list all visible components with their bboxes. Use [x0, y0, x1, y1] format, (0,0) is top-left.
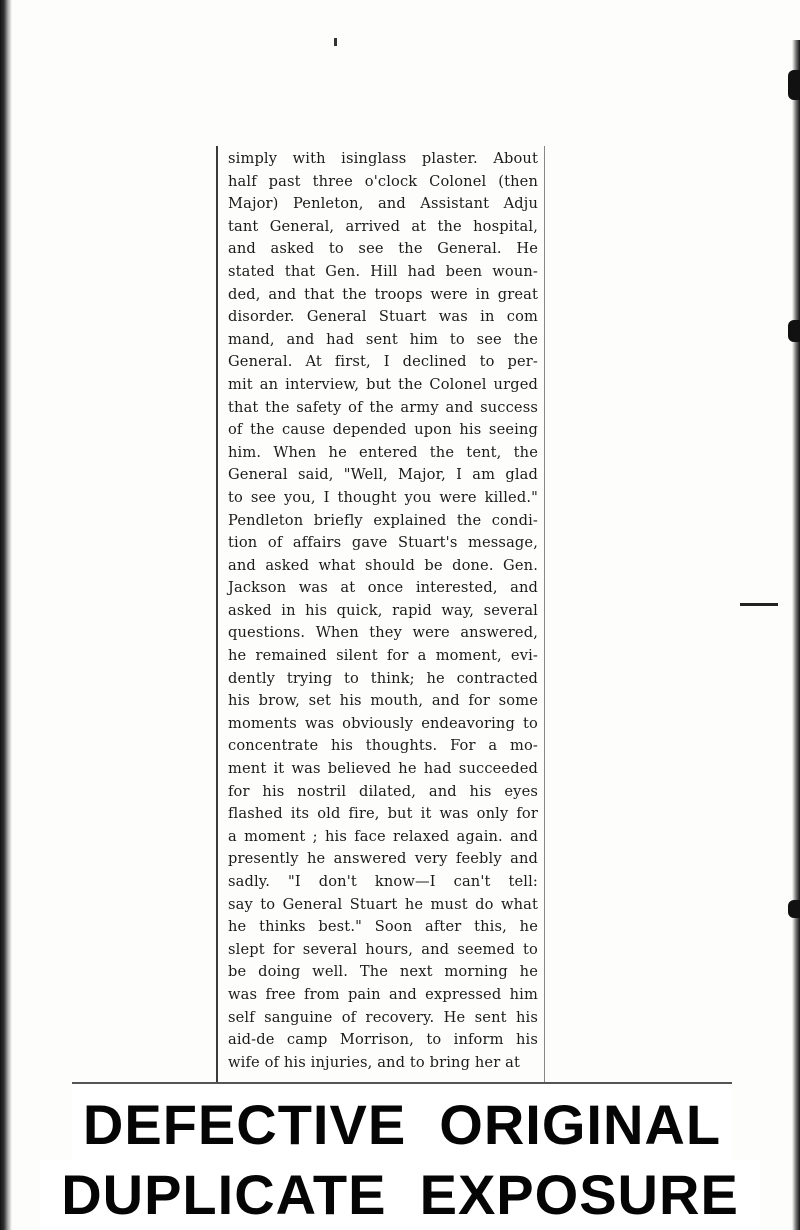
article-line: tant General, arrived at the hospital, — [228, 217, 538, 235]
article-line: wife of his injuries, and to bring her at — [228, 1053, 520, 1071]
article-line: say to General Stuart he must do what — [228, 895, 538, 913]
article-line: him. When he entered the tent, the — [228, 443, 538, 461]
article-line: stated that Gen. Hill had been woun- — [228, 262, 538, 280]
film-edge-mark — [788, 70, 800, 100]
article-line: disorder. General Stuart was in com — [228, 308, 538, 326]
article-line: mand, and had sent him to see the — [228, 330, 538, 348]
article-line: aid-de camp Morrison, to inform his — [228, 1031, 538, 1049]
article-line: General. At first, I declined to per- — [228, 353, 538, 371]
article-line: Major) Penleton, and Assistant Adju — [228, 195, 538, 213]
article-line: General said, "Well, Major, I am glad — [228, 466, 538, 484]
article-line: tion of affairs gave Stuart's message, — [228, 534, 538, 552]
notice-line-2: DUPLICATE EXPOSURE — [61, 1163, 739, 1226]
article-line: slept for several hours, and seemed to — [228, 940, 538, 958]
article-line: dently trying to think; he contracted — [228, 669, 538, 687]
article-line: simply with isinglass plaster. About — [228, 150, 538, 167]
duplicate-exposure-notice — [40, 1160, 760, 1230]
article-line: flashed its old fire, but it was only for — [228, 805, 538, 823]
article-line: and asked what should be done. Gen. — [228, 556, 538, 574]
article-line: ment it was believed he had succeeded — [228, 760, 538, 778]
article-line: Jackson was at once interested, and — [228, 579, 538, 597]
article-line: asked in his quick, rapid way, several — [228, 601, 538, 619]
film-left-edge — [0, 0, 12, 1230]
article-line: half past three o'clock Colonel (then — [228, 172, 538, 190]
article-line: concentrate his thoughts. For a mo- — [228, 737, 538, 755]
newspaper-column — [216, 146, 545, 1086]
article-line: questions. When they were answered, — [228, 624, 538, 642]
film-edge-mark — [788, 320, 800, 342]
article-line: sadly. "I don't know—I can't tell: — [228, 873, 538, 890]
article-line: moments was obviously endeavoring to — [228, 714, 538, 732]
film-right-edge — [792, 40, 800, 1230]
article-line: be doing well. The next morning he — [228, 963, 538, 981]
article-line: Pendleton briefly explained the condi- — [228, 511, 538, 529]
article-line: of the cause depended upon his seeing — [228, 421, 538, 439]
article-line: he thinks best." Soon after this, he — [228, 918, 538, 936]
article-line: ded, and that the troops were in great — [228, 285, 538, 303]
margin-dash — [740, 603, 778, 606]
article-line: his brow, set his mouth, and for some — [228, 692, 538, 710]
notice-line-1: DEFECTIVE ORIGINAL — [82, 1093, 722, 1156]
article-line: was free from pain and expressed him — [228, 985, 538, 1003]
film-edge-mark — [788, 900, 800, 918]
column-text — [228, 148, 538, 1074]
article-line: to see you, I thought you were killed." — [228, 488, 538, 506]
article-line: mit an interview, but the Colonel urged — [228, 375, 538, 393]
article-line: presently he answered very feebly and — [228, 850, 538, 868]
article-line: and asked to see the General. He — [228, 240, 538, 258]
film-speck — [334, 38, 337, 46]
article-line: for his nostril dilated, and his eyes — [228, 782, 538, 800]
article-line: he remained silent for a moment, evi- — [228, 647, 538, 665]
article-line: self sanguine of recovery. He sent his — [228, 1008, 538, 1026]
article-line: a moment ; his face relaxed again. and — [228, 827, 538, 845]
article-line: that the safety of the army and success — [228, 398, 538, 416]
defective-original-notice — [72, 1082, 732, 1166]
